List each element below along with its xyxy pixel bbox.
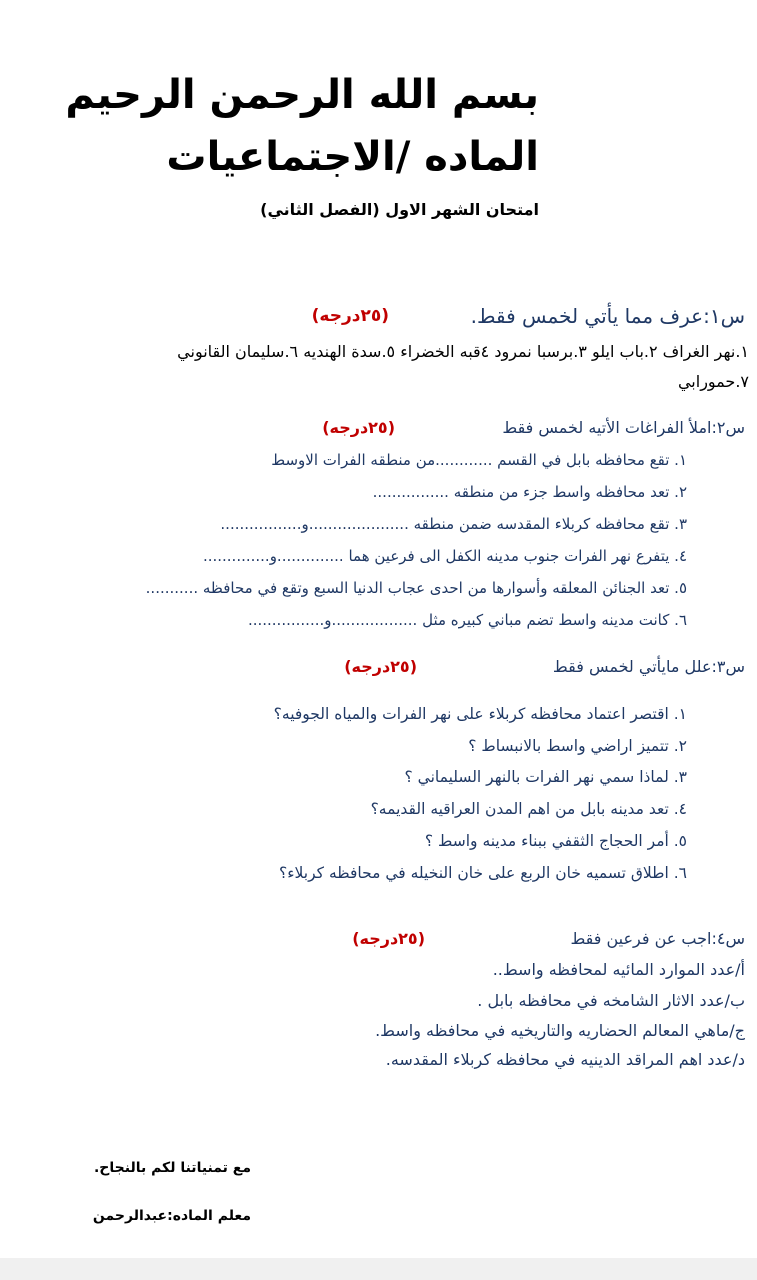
subject-heading: الماده /الاجتماعيات <box>166 134 539 180</box>
q1-degree: (٢٥درجه) <box>311 306 389 326</box>
teacher-line: معلم الماده:عبدالرحمن <box>92 1208 251 1224</box>
q4-degree: (٢٥درجه) <box>352 929 425 948</box>
q3-item: ٤. تعد مدينه بابل من اهم المدن العراقيه القديمه؟ <box>370 800 687 818</box>
exam-title: امتحان الشهر الاول (الفصل الثاني) <box>260 200 539 219</box>
q2-item: ٦. كانت مدينه واسط تضم مباني كبيره مثل ..................و................ <box>247 611 687 629</box>
q3-title: س٣:علل مايأتي لخمس فقط <box>552 657 745 676</box>
q1-line-2: ٧.حمورابي <box>677 372 749 391</box>
q2-item: ١. تقع محافظه بابل في القسم ............من منطقه الفرات الاوسط <box>271 451 687 469</box>
q1-line-1: ١.نهر الغراف ٢.باب ايلو ٣.برسبا نمرود ٤قبه الخضراء ٥.سدة الهنديه ٦.سليمان القانوني <box>177 342 749 361</box>
q3-item: ١. اقتصر اعتماد محافظه كربلاء على نهر الفرات والمياه الجوفيه؟ <box>273 705 687 723</box>
basmala-heading: بسم الله الرحمن الرحيم <box>65 72 539 118</box>
q1-title: س١:عرف مما يأتي لخمس فقط. <box>470 304 745 328</box>
q2-degree: (٢٥درجه) <box>322 418 395 437</box>
q2-title: س٢:املأ الفراغات الأتيه لخمس فقط <box>502 418 745 437</box>
q3-item: ٦. اطلاق تسميه خان الربع على خان النخيله في محافظه كربلاء؟ <box>279 864 687 882</box>
wishes-line: مع تمنياتنا لكم بالنجاح. <box>93 1160 251 1176</box>
q3-item: ٣. لماذا سمي نهر الفرات بالنهر السليماني ؟ <box>404 768 687 786</box>
q3-item: ٥. أمر الحجاج الثقفي ببناء مدينه واسط ؟ <box>424 832 687 850</box>
q2-item: ٢. تعد محافظه واسط جزء من منطقه ................ <box>372 483 687 501</box>
q4-title: س٤:اجب عن فرعين فقط <box>570 929 745 948</box>
bottom-band <box>0 1258 757 1280</box>
q4-item: ج/ماهي المعالم الحضاريه والتاريخيه في محافظه واسط. <box>375 1021 745 1040</box>
q4-item: أ/عدد الموارد المائيه لمحافظه واسط.. <box>492 960 745 979</box>
q2-item: ٣. تقع محافظه كربلاء المقدسه ضمن منطقه .....................و................. <box>220 515 687 533</box>
q4-item: د/عدد اهم المراقد الدينيه في محافظه كربلاء المقدسه. <box>385 1050 745 1069</box>
q4-item: ب/عدد الاثار الشامخه في محافظه بابل . <box>477 991 745 1010</box>
q2-item: ٤. يتفرع نهر الفرات جنوب مدينه الكفل الى فرعين هما ..............و.............. <box>202 547 687 565</box>
q3-item: ٢. تتميز اراضي واسط بالانبساط ؟ <box>468 737 687 755</box>
q2-item: ٥. تعد الجنائن المعلقه وأسوارها من احدى عجاب الدنيا السبع وتقع في محافظه ........... <box>145 579 687 597</box>
q3-degree: (٢٥درجه) <box>344 657 417 676</box>
